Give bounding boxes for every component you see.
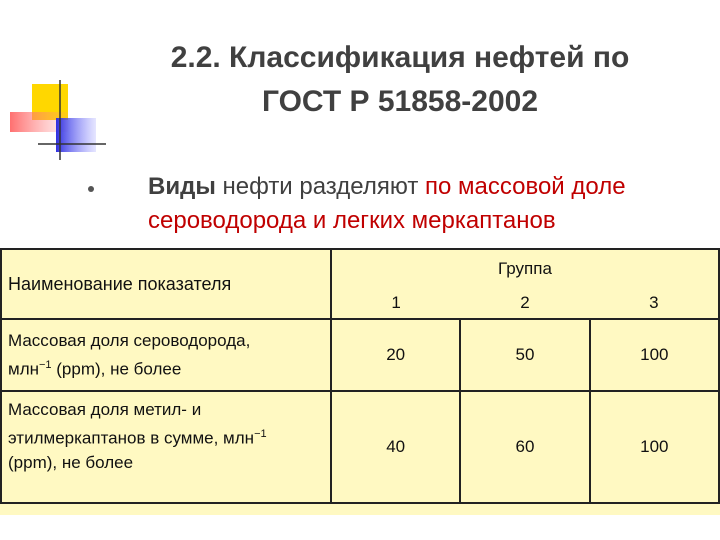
header-group: Группа [331, 249, 719, 288]
row-label-part: млн [8, 359, 39, 379]
row-label-part: Массовая доля метил- и [8, 400, 202, 419]
bullet-dot [88, 186, 94, 192]
table-header-row [1, 249, 719, 288]
row-label-sup: −1 [254, 428, 267, 440]
cell-value: 40 [331, 391, 460, 503]
title-line-2: ГОСТ Р 51858-2002 [261, 85, 539, 118]
bullet-bold: Виды [148, 173, 216, 200]
slide-title [100, 36, 700, 124]
bullet-red-2: сероводорода и легких меркаптанов [148, 207, 556, 234]
row-label-sup: −1 [39, 358, 52, 371]
group-1: 1 [331, 288, 460, 319]
row-label-part: (ppm), не более [8, 452, 134, 472]
table-row [1, 391, 719, 503]
bullet-red-1: по массовой доле [424, 173, 626, 200]
cell-value: 50 [460, 319, 589, 391]
group-2: 2 [460, 288, 589, 319]
bullet-text [148, 170, 718, 238]
header-indicator-name: Наименование показателя [1, 249, 331, 319]
cell-value: 100 [590, 391, 719, 503]
cell-value: 100 [590, 319, 719, 391]
classification-table [0, 248, 720, 504]
title-line-1: 2.2. Классификация нефтей по [170, 41, 630, 74]
row-label-part: этилмеркаптанов в сумме, млн [8, 428, 255, 448]
row-label-mercaptans [1, 391, 331, 503]
cell-value: 20 [331, 319, 460, 391]
bullet-normal: нефти разделяют [215, 173, 425, 200]
row-label-h2s [1, 319, 331, 391]
table-row [1, 319, 719, 391]
row-label-part: Массовая доля сероводорода, [8, 330, 251, 350]
group-3: 3 [590, 288, 719, 319]
decorative-squares [0, 0, 110, 165]
row-label-part: (ppm), не более [51, 359, 182, 379]
cell-value: 60 [460, 391, 589, 503]
